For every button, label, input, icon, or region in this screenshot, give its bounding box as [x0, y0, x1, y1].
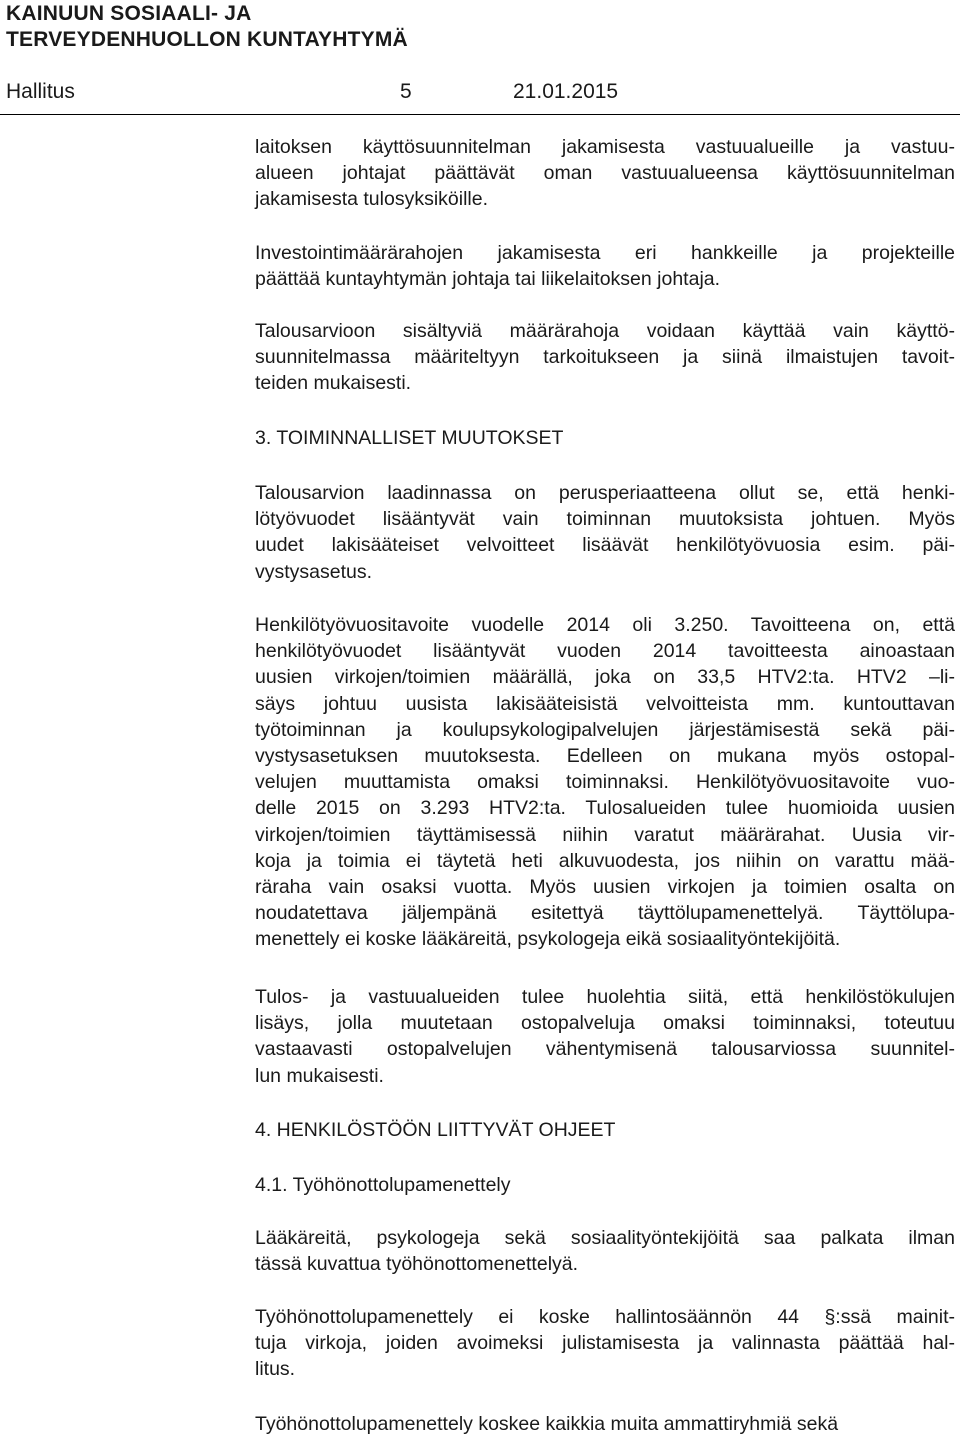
text-line: menettely ei koske lääkäreitä, psykologeja eikä sosiaalityöntekijöitä.: [255, 928, 841, 951]
text-line: virkojen/toimien täyttämisessä niihin varatut määrärahat. Uusia vir-: [255, 823, 955, 846]
text-line: noudatettava jäljempänä esitettyä täyttölupamenettelyä. Täyttölupa-: [255, 902, 955, 925]
text-line: säys johtuu uusista lakisääteisistä velvoitteista mm. kuntouttavan: [255, 692, 955, 715]
text-line: suunnitelmassa määriteltyyn tarkoitukseen ja siinä ilmaistujen tavoit-: [255, 346, 955, 369]
text-line: koja ja toimia ei täytetä heti alkuvuodesta, jos niihin on varattu mää-: [255, 849, 955, 872]
paragraph-staff-principle: [255, 480, 955, 585]
text-line: päättää kuntayhtymän johtaja tai liikelaitoksen johtaja.: [255, 268, 721, 291]
paragraph-cost-monitoring: [255, 984, 955, 1089]
text-line: Tulos- ja vastuualueiden tulee huolehtia siitä, että henkilöstökulujen: [255, 986, 955, 1008]
text-line: 3. TOIMINNALLISET MUUTOKSET: [255, 427, 564, 449]
subsection-heading-4-1: [255, 1172, 955, 1198]
text-line: teiden mukaisesti.: [255, 372, 412, 395]
header-divider: [0, 114, 960, 115]
page-number: 5: [400, 80, 412, 103]
text-line: Työhönottolupamenettely koskee kaikkia muita ammattiryhmiä sekä: [255, 1413, 839, 1435]
meeting-header: [0, 80, 960, 110]
text-line: vastaavasti ostopalvelujen vähentymisenä talousarviossa suunnitel-: [255, 1038, 955, 1061]
organization-name-line-1: KAINUUN SOSIAALI- JA: [6, 2, 252, 25]
meeting-date: 21.01.2015: [513, 80, 619, 103]
meeting-body-name: Hallitus: [6, 80, 75, 103]
paragraph-staff-target: [255, 612, 955, 953]
paragraph-investment-appropriations: [255, 240, 955, 292]
text-line: uudet lakisääteiset velvoitteet lisäävät henkilötyövuosia esim. päi-: [255, 534, 955, 557]
text-line: lisäys, jolla muutetaan ostopalveluja omaksi toiminnaksi, toteutuu: [255, 1012, 955, 1035]
text-line: 4.1. Työhönottolupamenettely: [255, 1174, 511, 1196]
section-heading-4: [255, 1117, 955, 1143]
text-line: lötyövuodet lisääntyvät vain toiminnan muutoksista johtuen. Myös: [255, 508, 955, 531]
text-line: räraha vain osaksi vuotta. Myös uusien virkojen ja toimien osalta on: [255, 876, 955, 899]
paragraph-appropriation-usage: [255, 318, 955, 397]
text-line: Investointimäärärahojen jakamisesta eri hankkeille ja projekteille: [255, 242, 955, 264]
text-line: alueen johtajat päättävät oman vastuualueensa käyttösuunnitelman: [255, 162, 955, 185]
text-line: vystysasetus.: [255, 560, 373, 583]
text-line: Työhönottolupamenettely ei koske hallintosäännön 44 §:ssä mainit-: [255, 1306, 955, 1328]
text-line: työtoiminnan ja koulupsykologipalvelujen järjestämisestä sekä päi-: [255, 718, 955, 741]
text-line: laitoksen käyttösuunnitelman jakamisesta vastuualueille ja vastuu-: [255, 136, 955, 158]
section-heading-3: [255, 425, 955, 451]
text-line: vystysasetuksen muutoksesta. Edelleen on mukana myös ostopal-: [255, 745, 955, 768]
organization-name-line-2: TERVEYDENHUOLLON KUNTAYHTYMÄ: [6, 28, 408, 51]
text-line: tuja virkoja, joiden avoimeksi julistamisesta ja valinnasta päättää hal-: [255, 1332, 955, 1355]
text-line: Talousarvion laadinnassa on perusperiaatteena ollut se, että henki-: [255, 482, 955, 504]
text-line: lun mukaisesti.: [255, 1064, 384, 1087]
text-line: uusien virkojen/toimien määrällä, joka on 33,5 HTV2:ta. HTV2 –li-: [255, 666, 955, 689]
text-line: henkilötyövuodet lisääntyvät vuoden 2014 tavoitteesta ainoastaan: [255, 640, 955, 663]
paragraph-budget-allocation: [255, 134, 955, 213]
paragraph-exempt-positions: [255, 1304, 955, 1383]
text-line: delle 2015 on 3.293 HTV2:ta. Tulosalueiden tulee huomioida uusien: [255, 797, 955, 820]
text-line: jakamisesta tulosyksiköille.: [255, 188, 489, 211]
text-line: Talousarvioon sisältyviä määrärahoja voidaan käyttää vain käyttö-: [255, 320, 955, 342]
text-line: Henkilötyövuositavoite vuodelle 2014 oli 3.250. Tavoitteena on, että: [255, 614, 955, 636]
paragraph-exempt-professions: [255, 1225, 955, 1277]
text-line: tässä kuvattua työhönottomenettelyä.: [255, 1253, 579, 1276]
text-line: litus.: [255, 1358, 296, 1381]
text-line: velujen muuttamista omaksi toiminnaksi. Henkilötyövuositavoite vuo-: [255, 771, 955, 794]
text-line: 4. HENKILÖSTÖÖN LIITTYVÄT OHJEET: [255, 1119, 616, 1141]
paragraph-procedure-scope: [255, 1411, 955, 1437]
text-line: Lääkäreitä, psykologeja sekä sosiaalityöntekijöitä saa palkata ilman: [255, 1227, 955, 1249]
